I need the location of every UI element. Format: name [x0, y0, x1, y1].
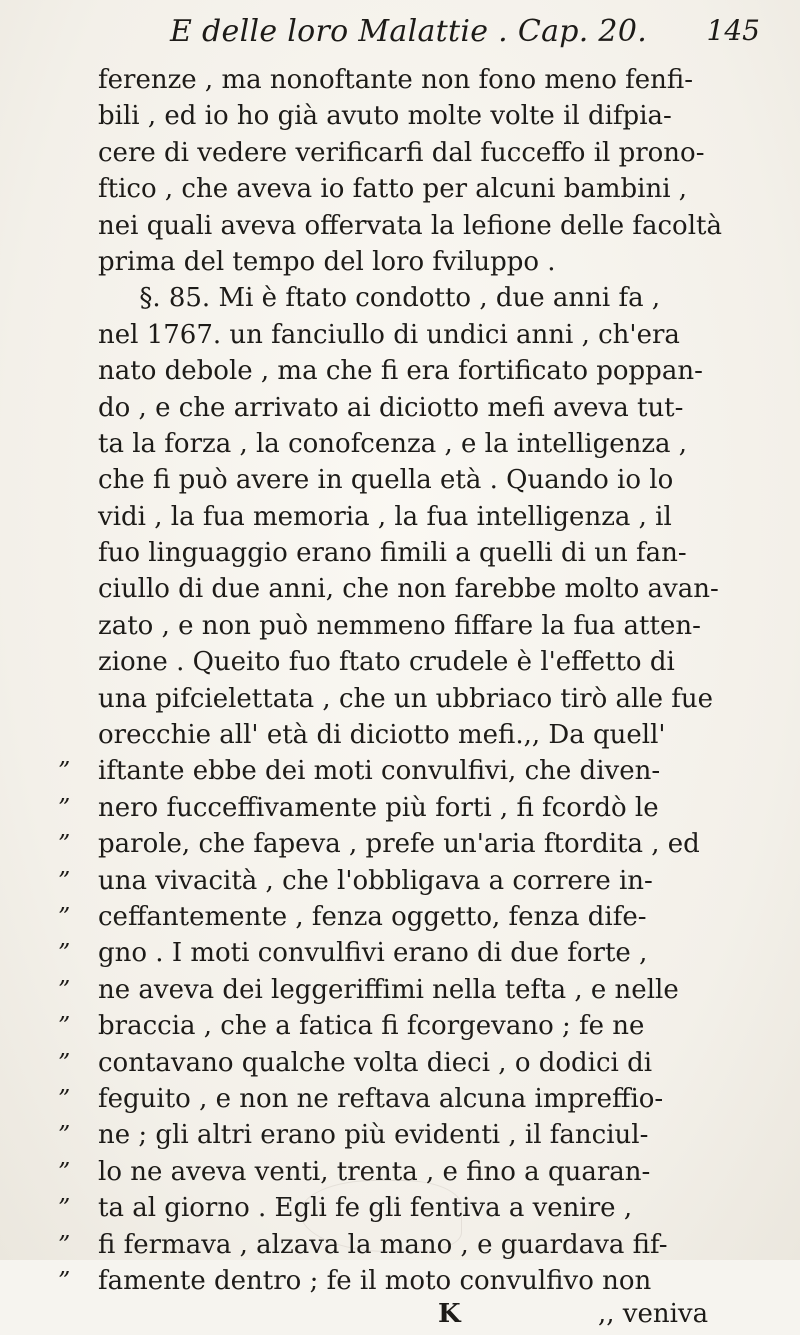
quoted-line: ” nero fucceffivamente più forti , fi fcordò le	[58, 790, 758, 826]
text-line: ta la forza , la conofcenza , e la intelligenza ,	[98, 428, 688, 459]
quoted-line: ” ceffantemente , fenza oggetto, fenza dife-	[58, 899, 758, 935]
quote-mark: ”	[58, 1121, 71, 1150]
text-line: ciullo di due anni, che non farebbe molto avan-	[98, 574, 719, 605]
page-header	[60, 14, 780, 54]
text-line: §. 85. Mi è ftato condotto , due anni fa ,	[98, 283, 661, 314]
quote-mark: ”	[58, 1194, 71, 1223]
quote-mark: ”	[58, 1084, 71, 1113]
text-line: zione . Queito fuo ftato crudele è l'effetto di	[98, 647, 675, 678]
text-line: nel 1767. un fanciullo di undici anni , ch'era	[98, 319, 680, 350]
quoted-line: ” lo ne aveva venti, trenta , e fino a quaran-	[58, 1154, 758, 1190]
catchword: ,, veniva	[598, 1299, 709, 1330]
quote-mark: ”	[58, 830, 71, 859]
quoted-line: ” gno . I moti convulfivi erano di due forte ,	[58, 935, 758, 971]
quote-mark: ”	[58, 793, 71, 822]
quoted-line: ” ne ; gli altri erano più evidenti , il fanciul-	[58, 1117, 758, 1153]
body-text	[58, 62, 758, 1335]
text-line: orecchie all' età di diciotto mefi.,, Da quell'	[98, 720, 666, 751]
quote-mark: ”	[58, 1012, 71, 1041]
page-number: 145	[706, 14, 760, 47]
text-line: cere di vedere verificarfi dal fucceffo il prono-	[98, 137, 705, 168]
quoted-line: ” famente dentro ; fe il moto convulfivo non	[58, 1263, 758, 1299]
text-line: prima del tempo del loro fviluppo .	[98, 246, 556, 277]
text-line: nato debole , ma che fi era fortificato poppan-	[98, 356, 703, 387]
text-line: una pifcielettata , che un ubbriaco tirò alle fue	[98, 683, 714, 714]
text-line: vidi , la fua memoria , la fua intelligenza , il	[98, 501, 672, 532]
quoted-line: ” braccia , che a fatica fi fcorgevano ; fe ne	[58, 1008, 758, 1044]
quoted-line: ” iftante ebbe dei moti convulfivi, che diven-	[58, 753, 758, 789]
quoted-line: ” fi fermava , alzava la mano , e guardava fif-	[58, 1227, 758, 1263]
quote-mark: ”	[58, 902, 71, 931]
text-line: fuo linguaggio erano fimili a quelli di un fan-	[98, 538, 687, 569]
quote-mark: ”	[58, 975, 71, 1004]
quoted-line: ” contavano qualche volta dieci , o dodici di	[58, 1045, 758, 1081]
text-line: ftico , che aveva io fatto per alcuni bambini ,	[98, 174, 688, 205]
text-line: ferenze , ma nonoftante non fono meno fenfi-	[98, 65, 694, 95]
quoted-line: ” una vivacità , che l'obbligava a correre in-	[58, 863, 758, 899]
text-line: do , e che arrivato ai diciotto mefi aveva tut-	[98, 392, 684, 423]
running-head: E delle loro Malattie . Cap. 20.	[170, 14, 648, 49]
quoted-line: ” feguito , e non ne reftava alcuna impreffio-	[58, 1081, 758, 1117]
quote-mark: ”	[58, 866, 71, 895]
quoted-line: ” ta al giorno . Egli fe gli fentiva a venire ,	[58, 1190, 758, 1226]
quote-mark: ”	[58, 1048, 71, 1077]
page-footer	[58, 1299, 758, 1335]
text-line: nei quali aveva offervata la lefione delle facoltà	[98, 210, 722, 241]
quote-mark: ”	[58, 1266, 71, 1295]
signature-mark: K	[438, 1299, 461, 1330]
text-line: che fi può avere in quella età . Quando io lo	[98, 465, 674, 496]
quoted-line: ” ne aveva dei leggeriffimi nella tefta , e nelle	[58, 972, 758, 1008]
quote-mark: ”	[58, 939, 71, 968]
quote-mark: ”	[58, 1157, 71, 1186]
text-line: bili , ed io ho già avuto molte volte il difpia-	[98, 101, 672, 132]
text-line: zato , e non può nemmeno fiffare la fua atten-	[98, 610, 701, 641]
quote-mark: ”	[58, 757, 71, 786]
quote-mark: ”	[58, 1230, 71, 1259]
quoted-line: ” parole, che fapeva , prefe un'aria ftordita , ed	[58, 826, 758, 862]
